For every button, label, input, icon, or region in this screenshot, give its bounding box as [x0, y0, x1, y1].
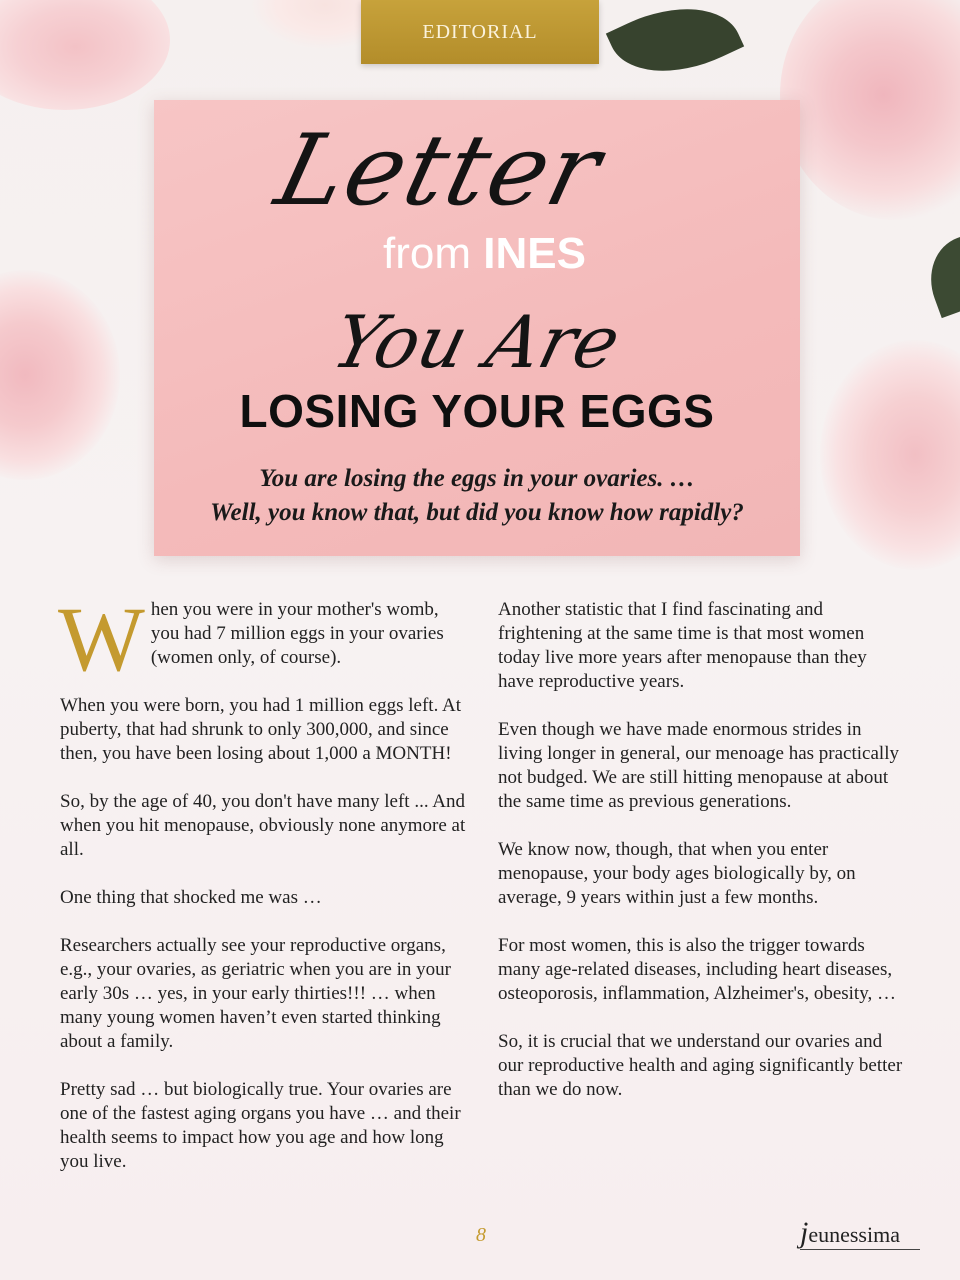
brand-initial: j	[800, 1216, 809, 1249]
from-text: from	[383, 229, 471, 278]
drop-cap: W	[58, 588, 145, 690]
paragraph: Researchers actually see your reproductive organs, e.g., your ovaries, as geriatric when you are in your early 30s … yes, in your early thirties!!! … when many young women haven’t even started thinking about a family.	[60, 935, 451, 1052]
subtitle-line-2: Well, you know that, but did you know how rapidly?	[210, 499, 744, 526]
paragraph	[58, 588, 470, 690]
paragraph: Another statistic that I find fascinating and frightening at the same time is that most women today live more years after menopause than they have reproductive years.	[498, 599, 867, 692]
paragraph: One thing that shocked me was …	[60, 887, 322, 908]
leaf-decoration-right	[918, 232, 960, 318]
subtitle	[154, 462, 800, 530]
article-column-right	[498, 598, 906, 1126]
paragraph: So, it is crucial that we understand our ovaries and our reproductive health and aging significantly better than we do now.	[498, 1031, 903, 1100]
paragraph-text: hen you were in your mother's womb, you had 7 million eggs in your ovaries (women only, of course).	[150, 599, 444, 668]
rose-decoration-right	[820, 340, 960, 570]
author-name: INES	[483, 229, 586, 278]
brand-name: eunessima	[808, 1222, 900, 1247]
paragraph: Pretty sad … but biologically true. Your ovaries are one of the fastest aging organs you have … and their health seems to impact how you age and how long you live.	[60, 1079, 461, 1172]
paragraph: When you were born, you had 1 million eggs left. At puberty, that had shrunk to only 300,000, and since then, you have been losing about 1,000 a MONTH!	[60, 695, 462, 764]
paragraph: So, by the age of 40, you don't have many left ... And when you hit menopause, obviously none anymore at all.	[60, 791, 466, 860]
article-column-left	[58, 588, 470, 1198]
paragraph: We know now, though, that when you enter menopause, your body ages biologically by, on average, 9 years within just a few months.	[498, 839, 856, 908]
from-author	[383, 229, 683, 278]
section-tab: EDITORIAL	[361, 0, 599, 64]
brand-logo	[800, 1218, 920, 1250]
rose-decoration-top-right	[780, 0, 960, 220]
paragraph: Even though we have made enormous strides in living longer in general, our menoage has practically not budged. We are still hitting menopause at about the same time as previous generations.	[498, 719, 899, 812]
script-title-letter: Letter	[265, 114, 613, 228]
script-title-you-are: You Are	[324, 300, 629, 384]
headline: LOSING YOUR EGGS	[239, 385, 715, 437]
subtitle-line-1: You are losing the eggs in your ovaries. …	[259, 465, 695, 492]
page-number: 8	[476, 1224, 486, 1246]
rose-decoration-left	[0, 270, 120, 480]
rose-decoration-top-left	[0, 0, 170, 110]
leaf-decoration-top	[606, 0, 744, 97]
paragraph: For most women, this is also the trigger towards many age-related diseases, including heart diseases, osteoporosis, inflammation, Alzheimer's, obesity, …	[498, 935, 896, 1004]
